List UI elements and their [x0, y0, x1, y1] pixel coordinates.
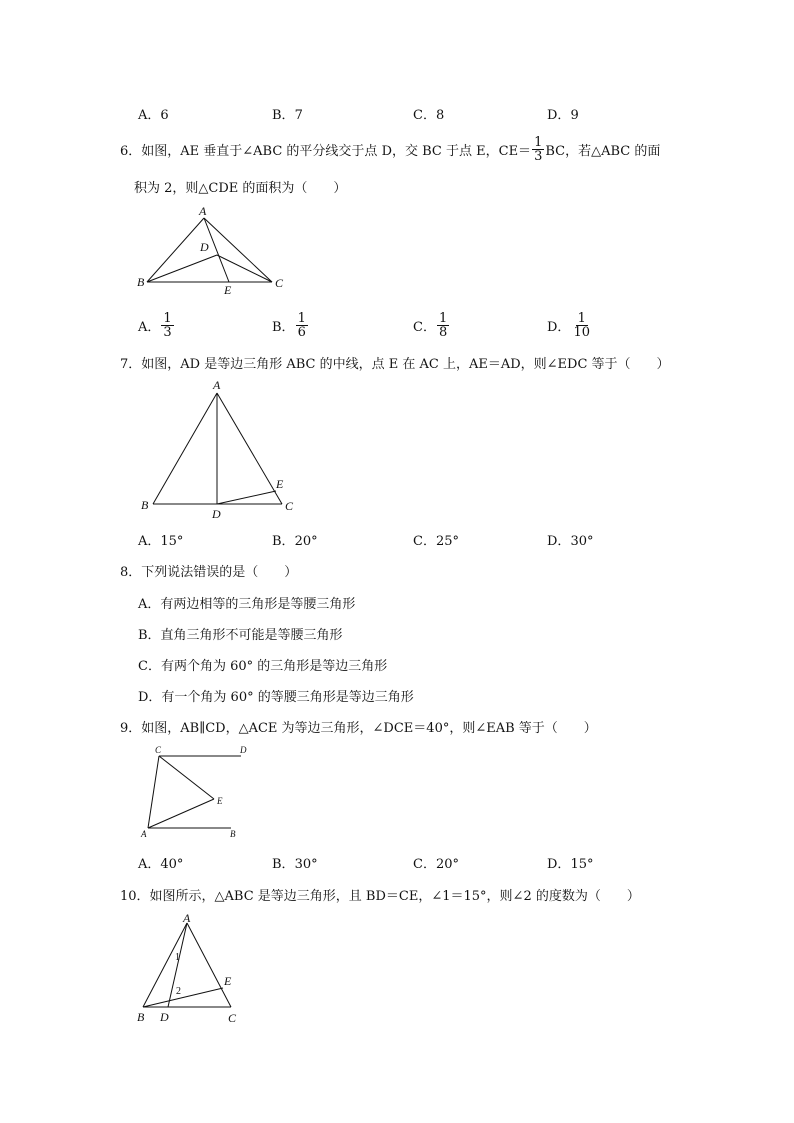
q5-option-c: C．8 [413, 108, 445, 123]
q5-option-b: B．7 [272, 108, 303, 123]
q8-option-a: A．有两边相等的三角形是等腰三角形 [138, 597, 356, 612]
q9-label-b: B [230, 829, 236, 839]
q10-label-d: D [160, 1010, 169, 1024]
q9-stem: 9．如图，AB∥CD，△ACE 为等边三角形，∠DCE＝40°，则∠EAB 等于（ ） [120, 721, 597, 736]
q7-option-d: D．30° [547, 534, 594, 549]
q7-option-a: A．15° [138, 534, 184, 549]
q6-option-c: C． $\frac{1}{8}$ [413, 311, 448, 340]
q7-option-c: C．25° [413, 534, 459, 549]
q6-stem-fraction: $\frac{1}{3}$ [534, 135, 543, 164]
q8-option-d: D．有一个角为 60° 的等腰三角形是等边三角形 [138, 690, 414, 705]
q7-label-b: B [141, 498, 149, 512]
q6-label-c: C [275, 276, 284, 290]
q6-label-e: E [224, 283, 232, 297]
q7-label-e: E [276, 477, 284, 491]
q10-angle-1-label: 1 [175, 952, 180, 963]
q9-option-b: B．30° [272, 857, 318, 872]
q7-label-c: C [285, 499, 294, 513]
q9-label-e: E [217, 796, 223, 806]
q6-option-d: D． $\frac{1}{10}$ [547, 311, 590, 340]
q6-option-b: B． $\frac{1}{6}$ [272, 311, 306, 340]
q8-option-b: B．直角三角形不可能是等腰三角形 [138, 628, 343, 643]
q10-label-c: C [228, 1011, 237, 1025]
q10-stem: 10．如图所示，△ABC 是等边三角形，且 BD＝CE，∠1＝15°，则∠2 的度数为（ ） [120, 889, 640, 904]
q9-figure [138, 742, 253, 842]
q6-figure [132, 200, 292, 300]
q9-option-d: D．15° [547, 857, 594, 872]
q9-label-a: A [141, 829, 147, 839]
q10-angle-2-label: 2 [176, 986, 181, 997]
q6-label-a: A [199, 204, 207, 218]
q6-option-a: A． $\frac{1}{3}$ [138, 311, 172, 340]
q9-option-a: A．40° [138, 857, 184, 872]
q10-label-a: A [183, 911, 191, 925]
q9-label-c: C [155, 745, 162, 755]
q9-option-c: C．20° [413, 857, 459, 872]
q6-label-d: D [200, 240, 209, 254]
q5-option-a: A．6 [138, 108, 169, 123]
q6-stem-line1: 6．如图，AE 垂直于∠ABC 的平分线交于点 D，交 BC 于点 E，CE＝ $\frac{1}{3}$ BC，若△ABC 的面 [120, 135, 661, 164]
q9-label-d: D [240, 745, 247, 755]
q7-figure [136, 375, 306, 525]
q6-label-b: B [137, 275, 145, 289]
q7-label-d: D [212, 507, 221, 521]
q7-label-a: A [213, 378, 221, 392]
q6-stem-line2: 积为 2，则△CDE 的面积为（ ） [134, 181, 347, 196]
q7-stem: 7．如图，AD 是等边三角形 ABC 的中线，点 E 在 AC 上，AE＝AD，则∠EDC 等于（ ） [120, 357, 670, 372]
q10-label-e: E [224, 974, 232, 988]
q10-label-b: B [137, 1010, 145, 1024]
q5-option-d: D．9 [547, 108, 579, 123]
q8-stem: 8．下列说法错误的是（ ） [120, 565, 298, 580]
q10-figure [132, 908, 252, 1033]
q8-option-c: C．有两个角为 60° 的三角形是等边三角形 [138, 659, 388, 674]
q7-option-b: B．20° [272, 534, 318, 549]
